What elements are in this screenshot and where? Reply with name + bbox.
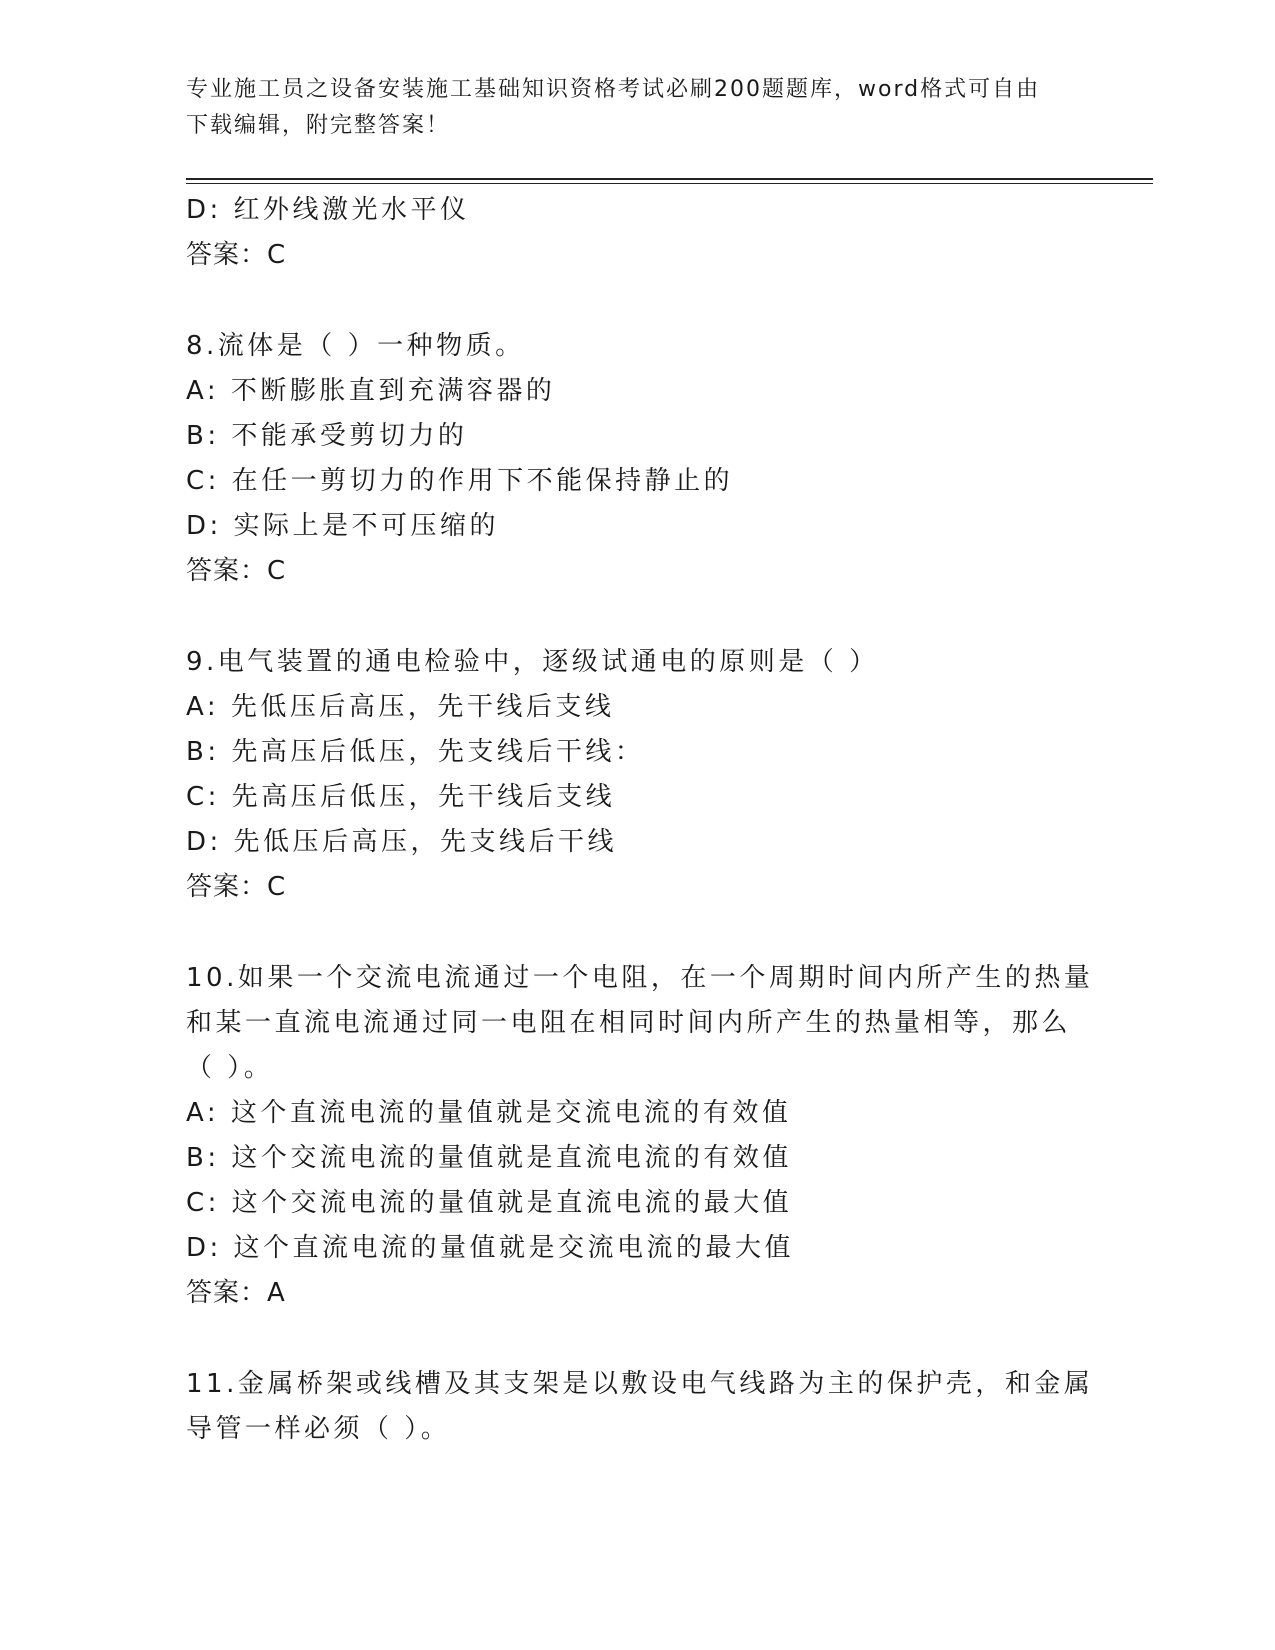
question-8: [186, 324, 1086, 594]
option-c: C: 这个交流电流的量值就是直流电流的最大值: [186, 1188, 793, 1218]
option-b: B: 不能承受剪切力的: [186, 421, 468, 451]
option-a: A: 这个直流电流的量值就是交流电流的有效值: [186, 1098, 792, 1128]
option-b: B: 这个交流电流的量值就是直流电流的有效值: [186, 1143, 792, 1173]
option-b: B: 先高压后低压，先支线后干线：: [186, 737, 645, 767]
answer: 答案：A: [186, 1278, 286, 1308]
option-a: A: 先低压后高压，先干线后支线: [186, 692, 615, 722]
option-c: C: 先高压后低压，先干线后支线: [186, 782, 616, 812]
question-9: [186, 640, 1086, 910]
answer: 答案：C: [186, 240, 287, 270]
header-rule-thick: [186, 178, 1153, 180]
previous-question-tail: [186, 188, 1086, 278]
option-d: D: 实际上是不可压缩的: [186, 511, 500, 541]
question-text-line-1: 10.如果一个交流电流通过一个电阻，在一个周期时间内所产生的热量: [186, 963, 1094, 993]
header-line-1: 专业施工员之设备安装施工基础知识资格考试必刷200题题库，word格式可自由: [186, 77, 1041, 102]
document-header: [186, 72, 1086, 144]
answer: 答案：C: [186, 556, 287, 586]
header-rule-thin: [186, 183, 1153, 184]
question-11: [186, 1362, 1094, 1452]
document-body: [186, 188, 1094, 1452]
question-text-line-2: 和某一直流电流通过同一电阻在相同时间内所产生的热量相等，那么: [186, 1008, 1072, 1038]
option-d: D: 红外线激光水平仪: [186, 195, 470, 225]
question-text-line-2: 导管一样必须（ ）。: [186, 1414, 451, 1444]
option-d: D: 这个直流电流的量值就是交流电流的最大值: [186, 1233, 795, 1263]
option-d: D: 先低压后高压，先支线后干线: [186, 827, 618, 857]
question-text-line-3: （ ）。: [186, 1053, 274, 1083]
question-text: 8.流体是（ ）一种物质。: [186, 331, 525, 361]
option-c: C: 在任一剪切力的作用下不能保持静止的: [186, 466, 734, 496]
header-line-2: 下载编辑，附完整答案！: [186, 113, 451, 138]
option-a: A: 不断膨胀直到充满容器的: [186, 376, 556, 406]
question-text-line-1: 11.金属桥架或线槽及其支架是以敷设电气线路为主的保护壳，和金属: [186, 1369, 1094, 1399]
answer: 答案：C: [186, 872, 287, 902]
question-text: 9.电气装置的通电检验中，逐级试通电的原则是（ ）: [186, 647, 879, 677]
question-10: [186, 956, 1094, 1316]
